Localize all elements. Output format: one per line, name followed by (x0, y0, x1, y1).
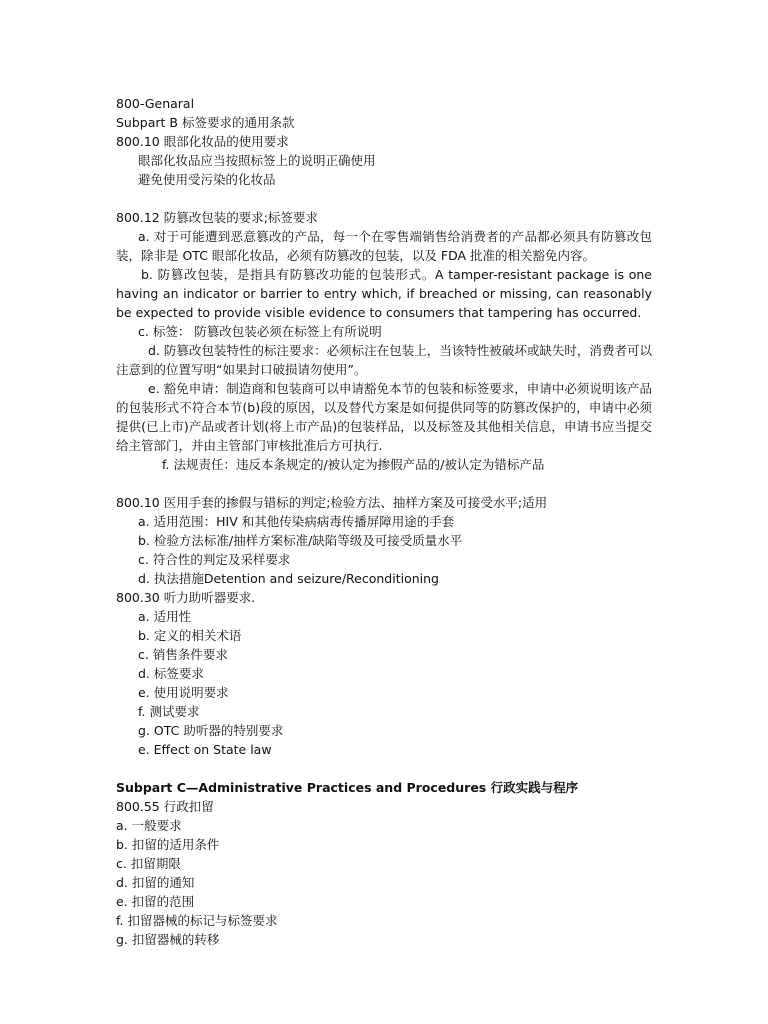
list-item: c. 扣留期限 (116, 856, 181, 871)
subpart-heading: Subpart C—Administrative Practices and Procedures 行政实践与程序 (116, 780, 579, 795)
paragraph: a. 对于可能遭到恶意篡改的产品，每一个在零售端销售给消费者的产品都必须具有防篡改包装，除非是 OTC 眼部化妆品，必须有防篡改的包装，以及 FDA 批准的相关豁免内容。 (116, 229, 652, 263)
list-item: f. 扣留器械的标记与标签要求 (116, 913, 278, 928)
document-page (116, 94, 652, 949)
list-item: e. 使用说明要求 (138, 685, 229, 700)
list-item: a. 适用范围：HIV 和其他传染病病毒传播屏障用途的手套 (138, 514, 455, 529)
spacer (116, 759, 652, 778)
list-item: e. 扣留的范围 (116, 894, 195, 909)
paragraph: d. 防篡改包装特性的标注要求：必须标注在包装上，当该特性被破坏或缺失时，消费者可以注意到的位置写明“如果封口破损请勿使用”。 (116, 343, 652, 377)
list-item: e. Effect on State law (138, 742, 272, 757)
list-item: c. 符合性的判定及采样要求 (138, 552, 291, 567)
text-line: 避免使用受污染的化妆品 (138, 172, 276, 187)
subpart-heading: Subpart B 标签要求的通用条款 (116, 115, 295, 130)
list-item: b. 定义的相关术语 (138, 628, 242, 643)
list-item: b. 检验方法标准/抽样方案标准/缺陷等级及可接受质量水平 (138, 533, 463, 548)
list-item: a. 适用性 (138, 609, 192, 624)
section-heading: 800.10 眼部化妆品的使用要求 (116, 134, 289, 149)
list-item: b. 扣留的适用条件 (116, 837, 220, 852)
spacer (116, 474, 652, 493)
list-item: a. 一般要求 (116, 818, 182, 833)
list-item: d. 扣留的通知 (116, 875, 195, 890)
list-item: f. 法规责任：违反本条规定的/被认定为掺假产品的/被认定为错标产品 (162, 457, 545, 472)
list-item: d. 标签要求 (138, 666, 204, 681)
list-item: f. 测试要求 (138, 704, 200, 719)
doc-heading: 800-Genaral (116, 96, 195, 111)
list-item: g. 扣留器械的转移 (116, 932, 220, 947)
section-heading: 800.55 行政扣留 (116, 799, 214, 814)
paragraph: e. 豁免申请：制造商和包装商可以申请豁免本节的包装和标签要求，申请中必须说明该产品的包装形式不符合本节(b)段的原因，以及替代方案是如何提供同等的防篡改保护的，申请中必须提供(已上市)产品或者计划(将上市产品)的包装样品，以及标签及其他相关信息，申请书应当提交给主管部门，并由主管部门审核批准后方可执行. (116, 381, 652, 453)
spacer (116, 189, 652, 208)
list-item: c. 销售条件要求 (138, 647, 228, 662)
paragraph: b. 防篡改包装，是指具有防篡改功能的包装形式。A tamper-resistant package is one having an indicator or barrier to entry which, if breached or missing, can reasonably be expected to provide visible evidence to consumers that tampering has occurred. (116, 267, 652, 320)
list-item: g. OTC 助听器的特别要求 (138, 723, 284, 738)
section-heading: 800.10 医用手套的掺假与错标的判定;检验方法、抽样方案及可接受水平;适用 (116, 495, 548, 510)
section-heading: 800.12 防篡改包装的要求;标签要求 (116, 210, 318, 225)
list-item: d. 执法措施Detention and seizure/Reconditioning (138, 571, 439, 586)
list-item: c. 标签： 防篡改包装必须在标签上有所说明 (138, 324, 382, 339)
section-heading: 800.30 听力助听器要求. (116, 590, 256, 605)
text-line: 眼部化妆品应当按照标签上的说明正确使用 (138, 153, 376, 168)
